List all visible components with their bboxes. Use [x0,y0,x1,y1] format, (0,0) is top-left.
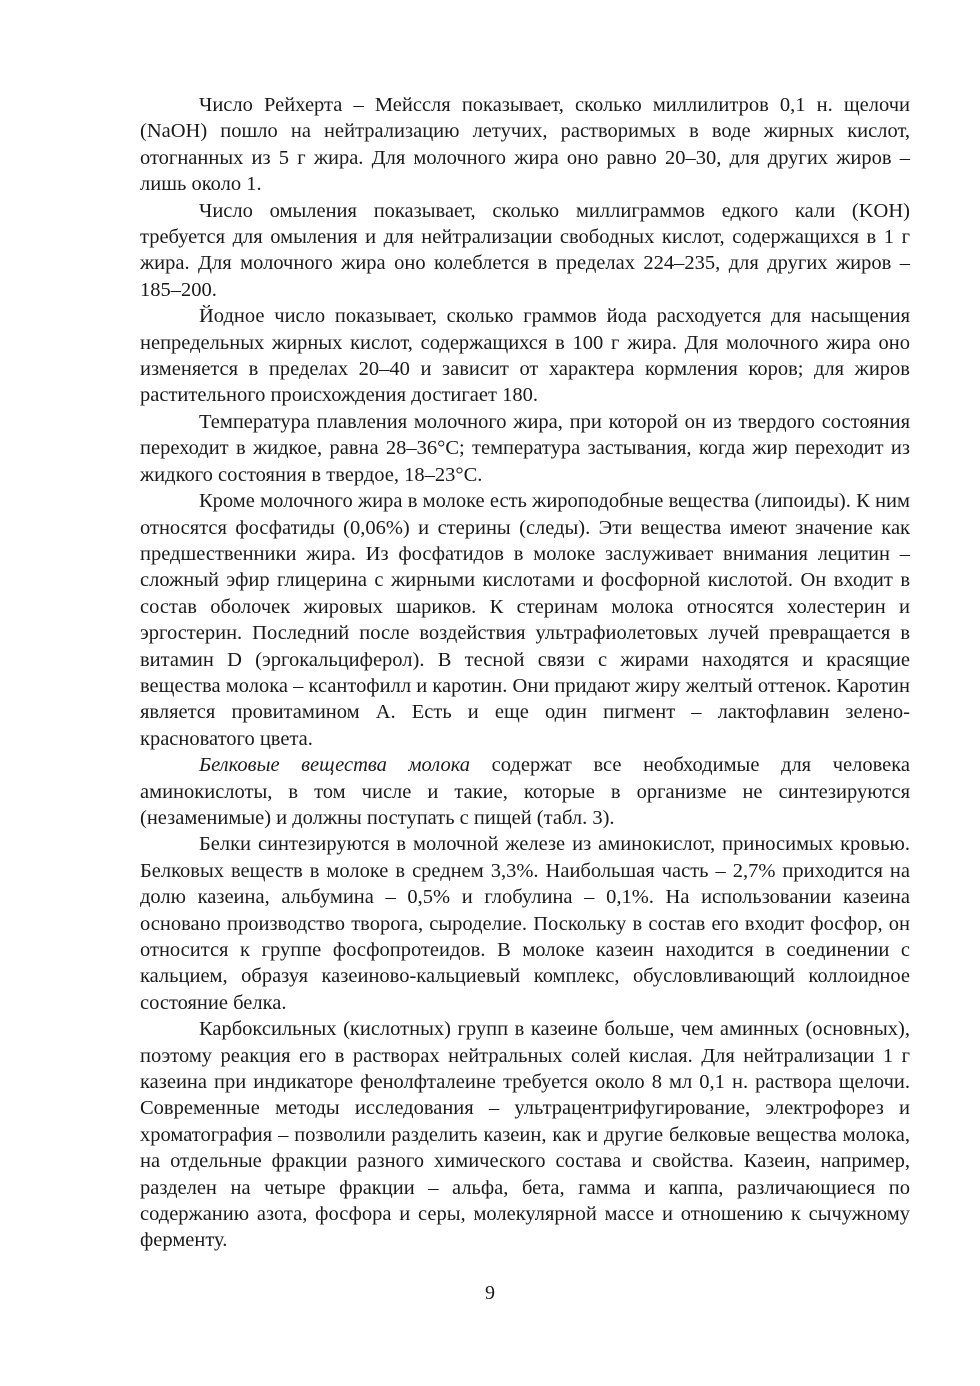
paragraph-text: Белки синтезируются в молочной железе из аминокислот, приносимых кровью. Белковых веществ в молоке в среднем 3,3%. Наибольшая часть – 2,7% приходится на долю казеина, альбумина – 0,5% и глобулина – 0,1%. На использовании казеина основано производство творога, сыроделие. Поскольку в состав его входит фосфор, он относится к группе фосфопротеидов. В молоке казеин находится в соединении с кальцием, образуя казеиново-кальциевый комплекс, обусловливающий коллоидное состояние белка. [140,833,910,1014]
paragraph-text: содержат все необходимые для человека аминокислоты, в том числе и такие, которые в организме не синтезируются (незаменимые) и должны поступать с пищей (табл. 3). [140,754,910,829]
paragraph-text: Кроме молочного жира в молоке есть жироподобные вещества (липоиды). К ним относятся фосфатиды (0,06%) и стерины (следы). Эти вещества имеют значение как предшественники жира. Из фосфатидов в молоке заслуживает внимания лецитин – сложный эфир глицерина с жирными кислотами и фосфорной кислотой. Он входит в состав оболочек жировых шариков. К стеринам молока относятся холестерин и эргостерин. Последний после воздействия ультрафиолетовых лучей превращается в витамин D (эргокальциферол). В тесной связи с жирами находятся и красящие вещества молока – ксантофилл и каротин. Они придают жиру желтый оттенок. Каротин является провитамином А. Есть и еще один пигмент – лактофлавин зелено-красноватого цвета. [140,490,910,750]
page-number: 9 [485,1282,495,1304]
paragraph-iodine-number [140,303,910,409]
paragraph-reichert-meissl [140,92,910,198]
paragraph-text: Температура плавления молочного жира, при которой он из твердого состояния переходит в жидкое, равна 28–36°С; температура застывания, когда жир переходит из жидкого состояния в твердое, 18–23°С. [140,410,910,486]
paragraph-protein-synthesis [140,831,910,1016]
paragraph-text: Йодное число показывает, сколько граммов йода расходуется для насыщения непредельных жирных кислот, содержащихся в 100 г жира. Для молочного жира оно изменяется в пределах 20–40 и зависит от характера кормления коров; для жиров растительного происхождения достигает 180. [140,305,910,407]
paragraph-melting-point [140,409,910,488]
body-text [140,92,910,1254]
paragraph-proteins-intro [140,752,910,831]
paragraph-casein-groups [140,1016,910,1254]
paragraph-text: Число Рейхерта – Мейссля показывает, сколько миллилитров 0,1 н. щелочи (NaOH) пошло на нейтрализацию летучих, растворимых в воде жирных кислот, отогнанных из 5 г жира. Для молочного жира оно равно 20–30, для других жиров – лишь около 1. [140,94,910,196]
paragraph-text: Число омыления показывает, сколько миллиграммов едкого кали (KOH) требуется для омыления и для нейтрализации свободных кислот, содержащихся в 1 г жира. Для молочного жира оно колеблется в пределах 224–235, для других жиров – 185–200. [140,199,910,301]
italic-lead-text: Белковые вещества молока [199,754,471,777]
paragraph-saponification [140,198,910,304]
paragraph-lipoids [140,488,910,752]
paragraph-text: Карбоксильных (кислотных) групп в казеине больше, чем аминных (основных), поэтому реакция его в растворах нейтральных солей кислая. Для нейтрализации 1 г казеина при индикаторе фенолфталеине требуется около 8 мл 0,1 н. раствора щелочи. Современные методы исследования – ультрацентрифугирование, электрофорез и хроматография – позволили разделить казеин, как и другие белковые вещества молока, на отдельные фракции разного химического состава и свойства. Казеин, например, разделен на четыре фракции – альфа, бета, гамма и каппа, различающиеся по содержанию азота, фосфора и серы, молекулярной массе и отношению к сычужному ферменту. [140,1018,910,1252]
